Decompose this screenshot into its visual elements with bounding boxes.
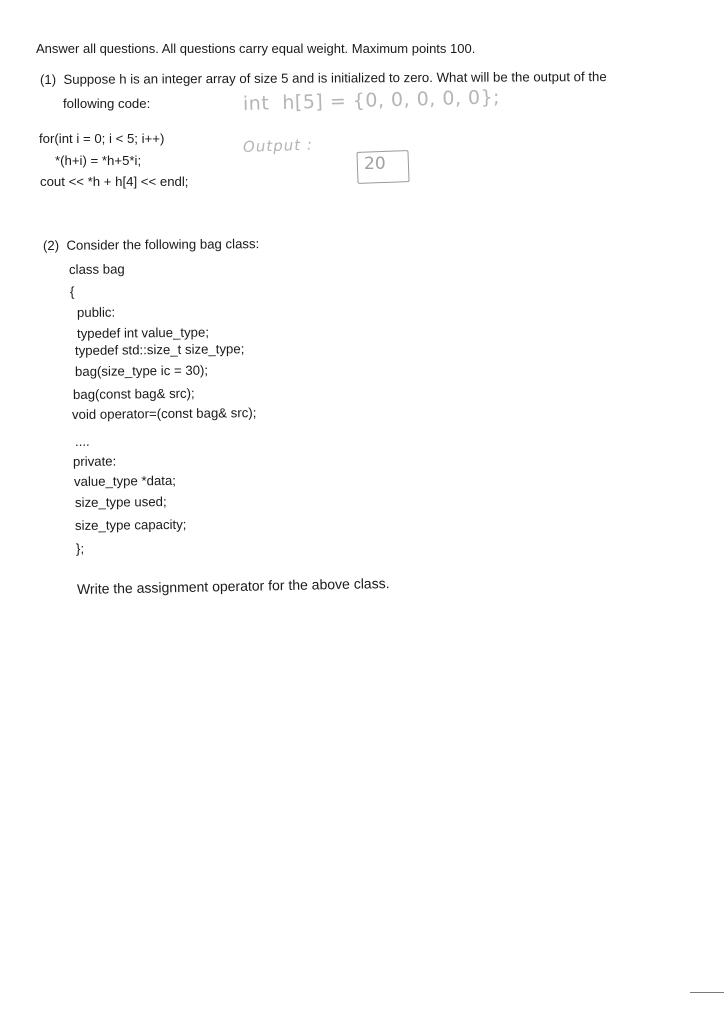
q1-code-line: *(h+i) = *h+5*i; <box>55 153 142 168</box>
q2-code-line: public: <box>76 304 116 320</box>
q2-code-line: typedef int value_type; <box>76 324 210 341</box>
q2-code-line: value_type *data; <box>73 472 176 489</box>
q1-code-line: cout << *h + h[4] << endl; <box>40 174 189 189</box>
question-2-prompt: (2) Consider the following bag class: <box>42 236 260 253</box>
q1-code-line: for(int i = 0; i < 5; i++) <box>39 131 165 146</box>
handwritten-output-label: Output : <box>242 135 314 156</box>
q2-code-line: .... <box>74 433 90 449</box>
q2-code-line: class bag <box>68 261 125 277</box>
q2-code-line: }; <box>75 540 85 556</box>
q2-code-line: bag(size_type ic = 30); <box>74 362 209 379</box>
question-1-prompt: (1) Suppose h is an integer array of size 5 and is initialized to zero. What will be the output of the <box>39 69 607 87</box>
handwritten-array-declaration: int h[5] = {0, 0, 0, 0, 0}; <box>242 86 501 115</box>
question-1-prompt-continued: following code: <box>63 96 151 111</box>
exam-instructions: Answer all questions. All questions carry equal weight. Maximum points 100. <box>36 41 476 56</box>
q2-code-line: size_type capacity; <box>74 516 187 533</box>
q2-code-line: typedef std::size_t size_type; <box>74 341 245 358</box>
handwritten-answer: 20 <box>364 154 386 174</box>
q2-code-line: bag(const bag& src); <box>72 385 195 402</box>
question-2-task: Write the assignment operator for the above class. <box>76 575 390 597</box>
q2-code-line: void operator=(const bag& src); <box>71 405 257 422</box>
q2-code-line: size_type used; <box>74 494 167 510</box>
q2-code-line: private: <box>72 453 117 469</box>
scan-edge-mark <box>690 992 724 993</box>
q2-code-line: { <box>69 283 75 299</box>
